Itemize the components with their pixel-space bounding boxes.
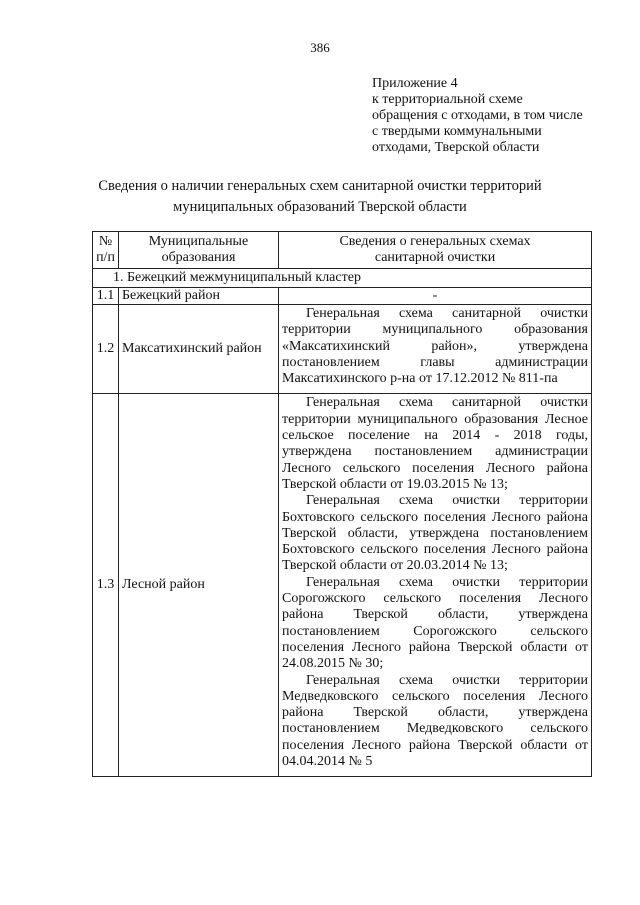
document-title-line: Сведения о наличии генеральных схем санитарной очистки территорий xyxy=(98,178,542,194)
scheme-info xyxy=(279,305,592,394)
table-row xyxy=(93,305,592,394)
cluster-row xyxy=(93,269,592,288)
header-text: образования xyxy=(161,250,236,265)
scheme-paragraph: Генеральная схема очистки территории Медведковского сельского поселения Лесного района Тверской области, утверждена постановлением Медведковского сельского поселения Лесного района Тверской области от 04.04.2014 № 5 xyxy=(282,672,588,770)
document-title xyxy=(0,176,640,218)
appendix-line: к территориальной схеме xyxy=(372,92,523,107)
general-schemes-table xyxy=(92,231,592,777)
header-scheme-info xyxy=(279,232,592,269)
scheme-info xyxy=(279,394,592,777)
appendix-line: с твердыми коммунальными xyxy=(372,124,542,139)
header-municipality xyxy=(119,232,279,269)
scheme-paragraph: Генеральная схема санитарной очистки территории муниципального образования Лесное сельское поселение на 2014 - 2018 годы, утверждена постановлением администрации Лесного сельского поселения Лесного района Тверской области от 19.03.2015 № 13; xyxy=(282,395,588,492)
header-text: № xyxy=(98,234,113,249)
cluster-name: 1. Бежецкий межмуниципальный кластер xyxy=(93,269,592,288)
table-header-row xyxy=(93,232,592,269)
appendix-note xyxy=(372,76,583,156)
scheme-paragraph: Генеральная схема очистки территории Сорогожского сельского поселения Лесного района Тверской области, утверждена постановлением Сорогожского сельского поселения Лесного района Тверской области от 24.08.2015 № 30; xyxy=(282,574,588,672)
document-title-line: муниципальных образований Тверской области xyxy=(173,199,467,215)
table-row xyxy=(93,288,592,305)
row-number: 1.1 xyxy=(93,288,119,305)
municipality-name: Бежецкий район xyxy=(119,288,279,305)
municipality-name: Лесной район xyxy=(119,394,279,777)
header-text: п/п xyxy=(96,250,115,265)
appendix-line: обращения с отходами, в том числе xyxy=(372,108,583,123)
scheme-info: - xyxy=(279,288,592,305)
scheme-paragraph: Генеральная схема санитарной очистки территории муниципального образования «Максатихинский район», утверждена постановлением главы администрации Максатихинского р-на от 17.12.2012 № 811-па xyxy=(282,306,588,387)
header-number xyxy=(93,232,119,269)
header-text: Муниципальные xyxy=(148,234,249,249)
appendix-line: отходами, Тверской области xyxy=(372,140,540,155)
header-text: санитарной очистки xyxy=(374,250,496,265)
municipality-name: Максатихинский район xyxy=(119,305,279,394)
appendix-line: Приложение 4 xyxy=(372,76,458,91)
scheme-paragraph: Генеральная схема очистки территории Бохтовского сельского поселения Лесного района Тверской области, утверждена постановлением Бохтовского сельского поселения Лесного района Тверской области от 20.03.2014 № 13; xyxy=(282,493,588,574)
header-text: Сведения о генеральных схемах xyxy=(339,234,531,249)
table-row xyxy=(93,394,592,777)
row-number: 1.3 xyxy=(93,394,119,777)
row-number: 1.2 xyxy=(93,305,119,394)
page-number: 386 xyxy=(310,40,330,55)
